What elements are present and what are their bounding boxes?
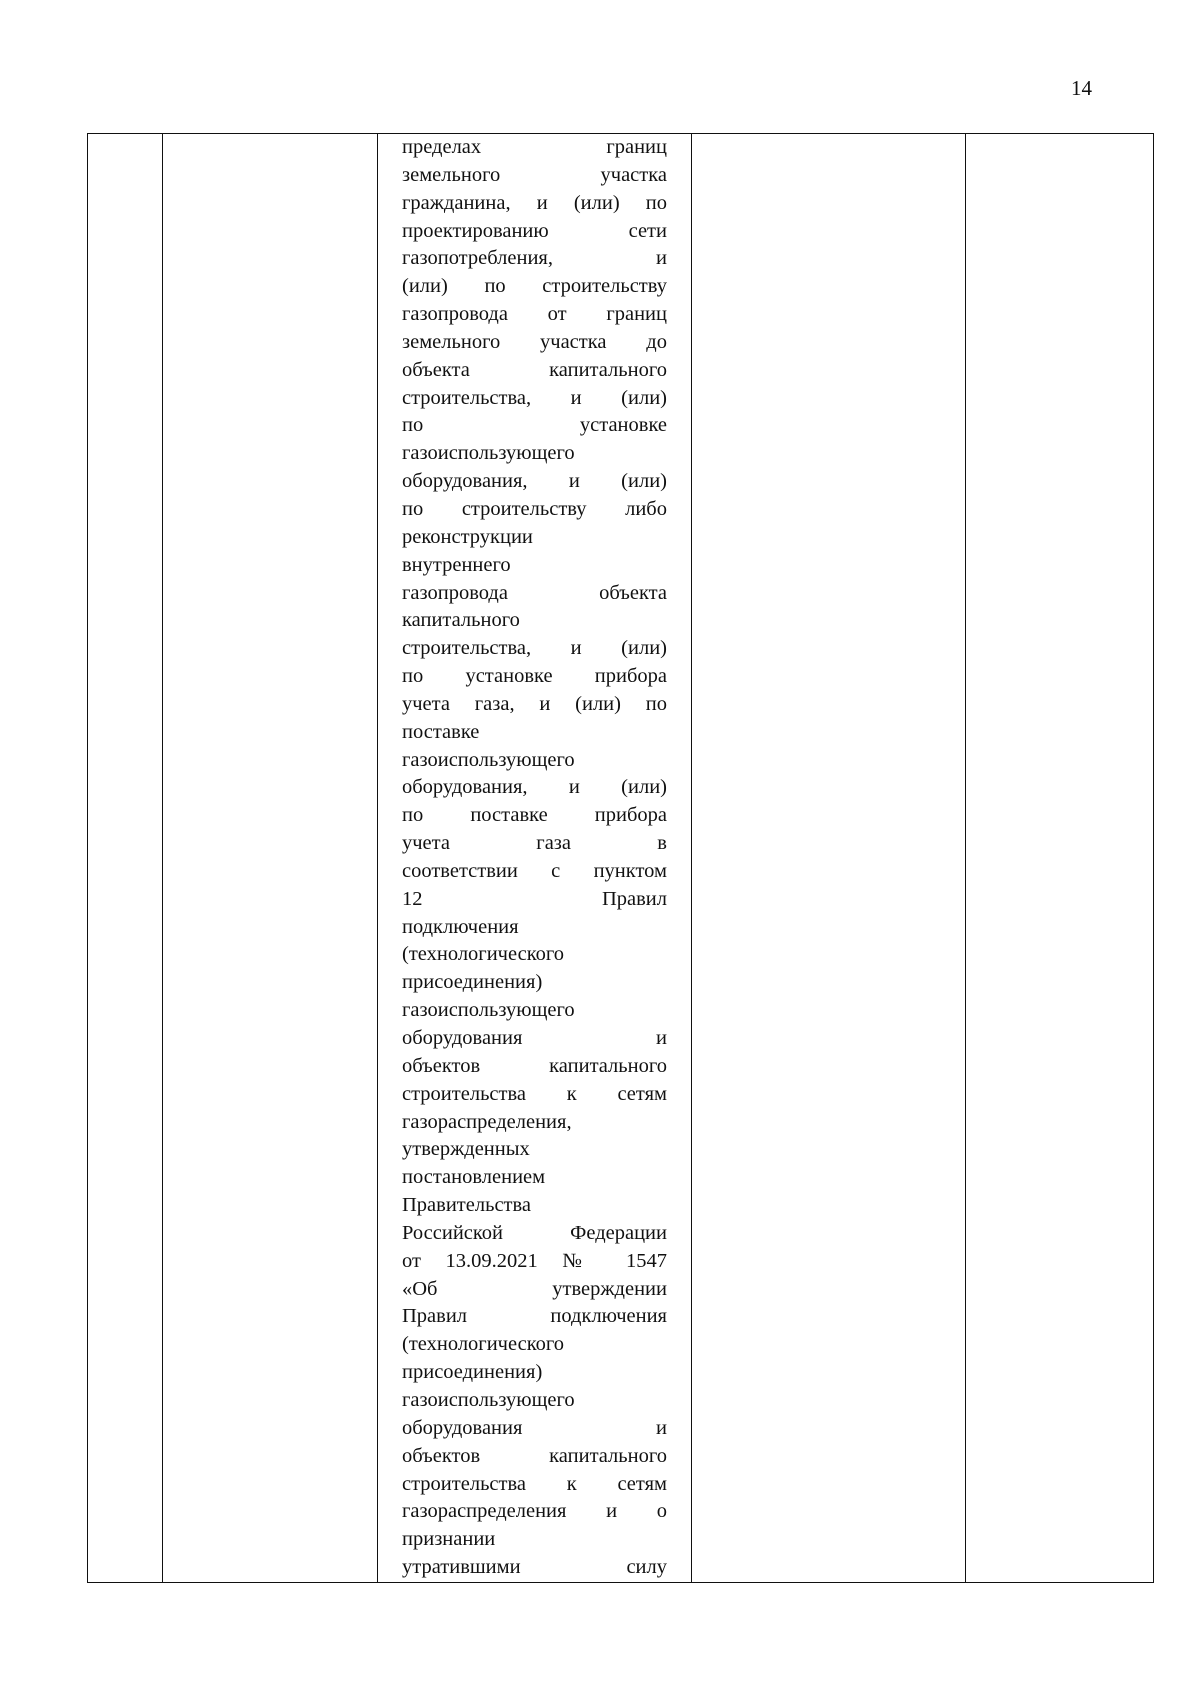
text-line: по строительству либо	[402, 497, 667, 520]
text-line: подключения	[402, 915, 519, 938]
text-line: по установке	[402, 414, 667, 437]
text-line: (технологического	[402, 1333, 565, 1356]
text-line: оборудования, и (или)	[402, 470, 667, 493]
text-line: газопровода объекта	[402, 581, 667, 604]
text-line: по поставке прибора	[402, 804, 667, 827]
table-row	[88, 134, 1154, 1583]
text-line: объектов капитального	[402, 1054, 667, 1077]
text-line: Правительства	[402, 1194, 532, 1217]
text-line: соответствии с пунктом	[402, 859, 667, 882]
text-line: газоиспользующего	[402, 1388, 575, 1411]
text-line: 12 Правил	[402, 887, 667, 910]
table-cell-col-4	[692, 134, 966, 1583]
text-line: учета газа, и (или) по	[402, 692, 667, 715]
table-cell-col-1	[88, 134, 163, 1583]
table-cell-col-2	[163, 134, 378, 1583]
text-line: строительства, и (или)	[402, 386, 667, 409]
text-line: (технологического	[402, 943, 565, 966]
text-line: строительства к сетям	[402, 1472, 667, 1495]
text-line: учета газа в	[402, 832, 667, 855]
text-line: газоиспользующего	[402, 748, 575, 771]
text-line: газопотребления, и	[402, 247, 667, 270]
text-line: земельного участка до	[402, 330, 667, 353]
text-line: присоединения)	[402, 1361, 543, 1384]
text-line: поставке	[402, 720, 480, 743]
text-line: строительства, и (или)	[402, 637, 667, 660]
text-line: оборудования и	[402, 1416, 667, 1439]
text-line: по установке прибора	[402, 665, 667, 688]
text-line: утвержденных	[402, 1138, 530, 1161]
text-line: «Об утверждении	[402, 1277, 667, 1300]
text-line: пределах границ	[402, 136, 667, 158]
text-line: объекта капитального	[402, 358, 667, 381]
text-line: газоиспользующего	[402, 999, 575, 1022]
text-line: утратившими силу	[402, 1556, 667, 1579]
table-cell-col-5	[966, 134, 1154, 1583]
text-line: земельного участка	[402, 163, 667, 186]
text-line: оборудования, и (или)	[402, 776, 667, 799]
cell-paragraph	[378, 134, 691, 1582]
text-line: постановлением	[402, 1166, 546, 1189]
text-line: газораспределения и о	[402, 1500, 667, 1523]
document-table	[87, 133, 1154, 1583]
text-line: от 13.09.2021 № 1547	[402, 1249, 667, 1272]
text-line: оборудования и	[402, 1027, 667, 1049]
page-number: 14	[1071, 76, 1092, 100]
text-line: гражданина, и (или) по	[402, 191, 667, 214]
text-line: присоединения)	[402, 971, 543, 994]
text-line: газопровода от границ	[402, 303, 667, 326]
text-line: внутреннего	[402, 553, 511, 576]
text-line: Правил подключения	[402, 1305, 667, 1328]
text-line: Российской Федерации	[402, 1221, 667, 1244]
table-cell-col-3	[378, 134, 692, 1583]
text-line: объектов капитального	[402, 1444, 667, 1467]
text-line: газоиспользующего	[402, 442, 575, 465]
text-line: (или) по строительству	[402, 275, 667, 298]
text-line: проектированию сети	[402, 219, 667, 242]
text-line: признании	[402, 1528, 496, 1551]
text-line: газораспределения,	[402, 1110, 572, 1133]
text-line: строительства к сетям	[402, 1082, 667, 1105]
text-line: реконструкции	[402, 525, 533, 548]
text-line: капитального	[402, 609, 520, 632]
